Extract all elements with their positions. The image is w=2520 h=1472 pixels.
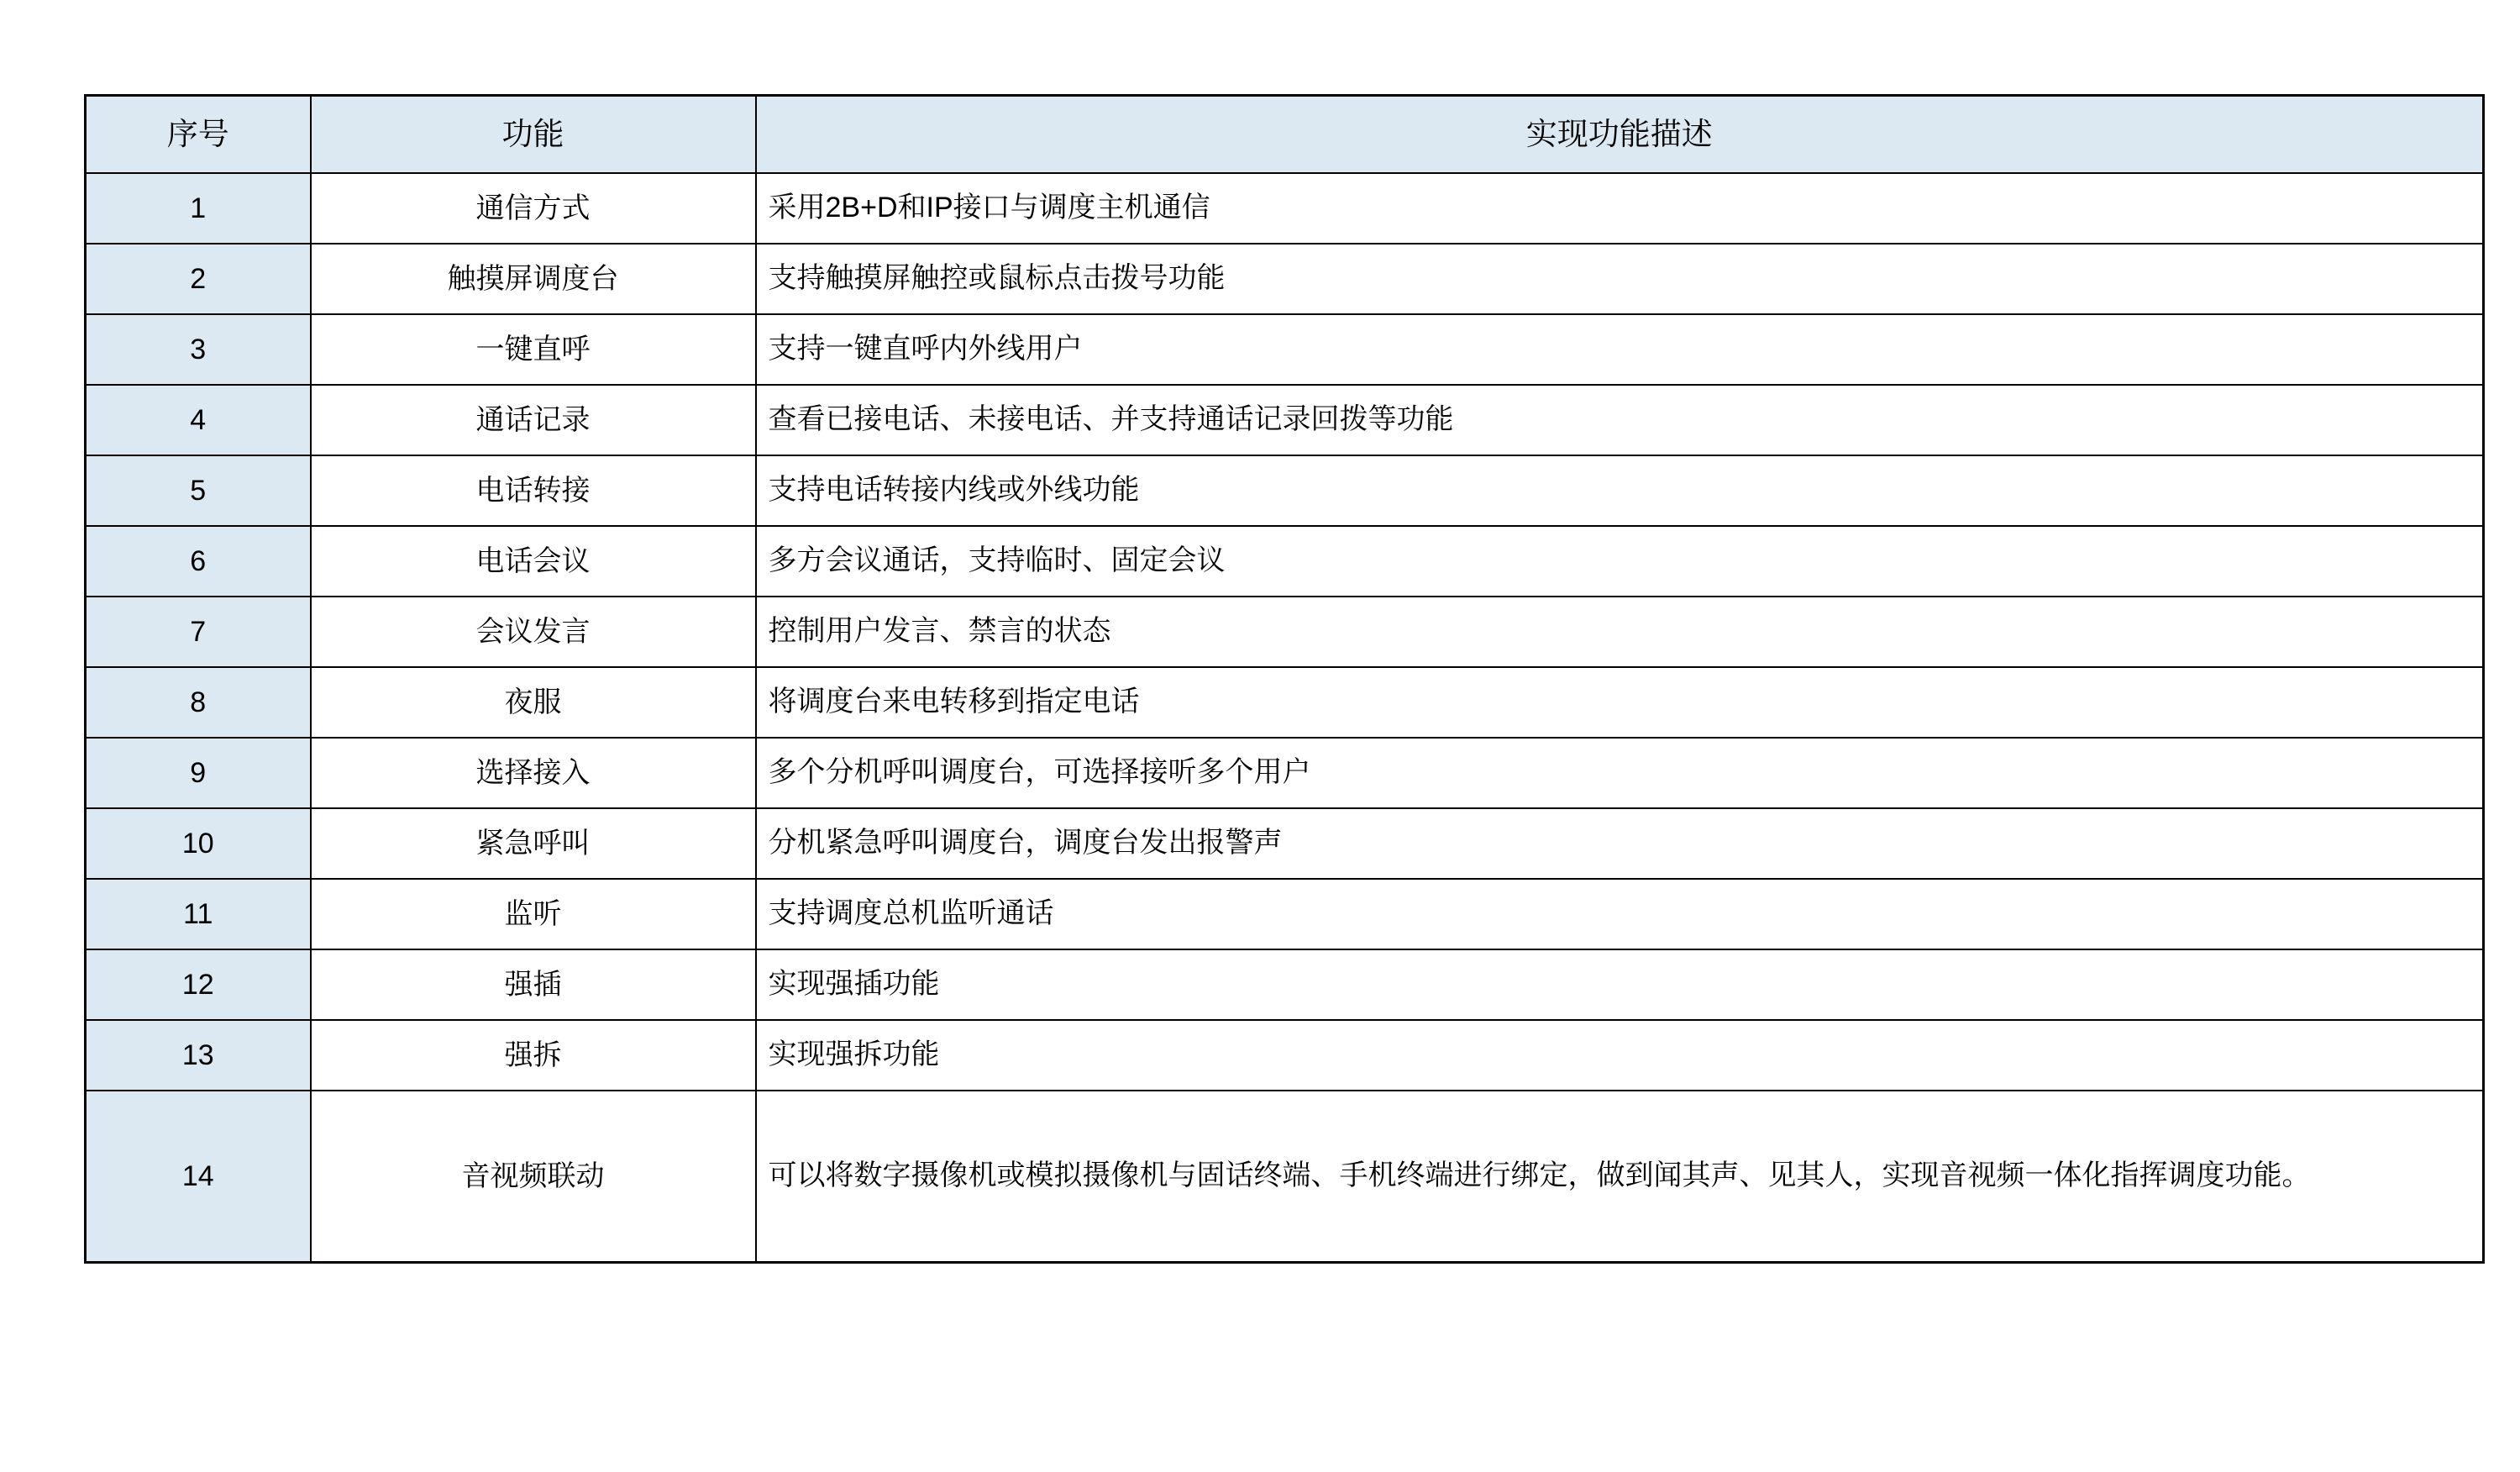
table-header (86, 96, 2484, 174)
table-row (86, 314, 2484, 385)
row-description: 实现强拆功能 (756, 1020, 2484, 1091)
table-row (86, 879, 2484, 949)
row-function: 一键直呼 (311, 314, 756, 385)
row-function: 强插 (311, 949, 756, 1020)
table-row (86, 385, 2484, 455)
row-function: 夜服 (311, 667, 756, 738)
row-index: 5 (86, 455, 311, 526)
row-function: 通话记录 (311, 385, 756, 455)
row-description: 支持触摸屏触控或鼠标点击拨号功能 (756, 244, 2484, 314)
table-row (86, 597, 2484, 667)
table-body (86, 173, 2484, 1263)
table-row (86, 1020, 2484, 1091)
table-row (86, 738, 2484, 808)
row-index: 10 (86, 808, 311, 879)
row-description: 多方会议通话，支持临时、固定会议 (756, 526, 2484, 597)
row-index: 7 (86, 597, 311, 667)
row-function: 会议发言 (311, 597, 756, 667)
row-index: 1 (86, 173, 311, 244)
table-row (86, 808, 2484, 879)
row-description: 支持电话转接内线或外线功能 (756, 455, 2484, 526)
row-index: 6 (86, 526, 311, 597)
table-header-row (86, 96, 2484, 174)
row-index: 4 (86, 385, 311, 455)
row-function: 触摸屏调度台 (311, 244, 756, 314)
row-description: 支持一键直呼内外线用户 (756, 314, 2484, 385)
row-index: 11 (86, 879, 311, 949)
column-header-no: 序号 (86, 96, 311, 174)
row-function: 电话会议 (311, 526, 756, 597)
table-row (86, 244, 2484, 314)
table-row (86, 949, 2484, 1020)
row-function: 通信方式 (311, 173, 756, 244)
table-row (86, 455, 2484, 526)
row-description: 分机紧急呼叫调度台，调度台发出报警声 (756, 808, 2484, 879)
row-index: 12 (86, 949, 311, 1020)
row-function: 强拆 (311, 1020, 756, 1091)
row-function: 选择接入 (311, 738, 756, 808)
row-description: 支持调度总机监听通话 (756, 879, 2484, 949)
row-function: 监听 (311, 879, 756, 949)
table-row (86, 667, 2484, 738)
spec-table-container (84, 94, 2482, 1264)
row-description: 采用2B+D和IP接口与调度主机通信 (756, 173, 2484, 244)
column-header-function: 功能 (311, 96, 756, 174)
row-description: 多个分机呼叫调度台，可选择接听多个用户 (756, 738, 2484, 808)
row-description: 控制用户发言、禁言的状态 (756, 597, 2484, 667)
row-index: 13 (86, 1020, 311, 1091)
row-index: 2 (86, 244, 311, 314)
row-function: 电话转接 (311, 455, 756, 526)
row-index: 14 (86, 1091, 311, 1263)
table-row (86, 526, 2484, 597)
row-description: 将调度台来电转移到指定电话 (756, 667, 2484, 738)
column-header-description: 实现功能描述 (756, 96, 2484, 174)
row-index: 3 (86, 314, 311, 385)
row-description: 查看已接电话、未接电话、并支持通话记录回拨等功能 (756, 385, 2484, 455)
row-function: 音视频联动 (311, 1091, 756, 1263)
row-index: 8 (86, 667, 311, 738)
table-row (86, 173, 2484, 244)
function-spec-table (84, 94, 2485, 1264)
row-function: 紧急呼叫 (311, 808, 756, 879)
row-description: 可以将数字摄像机或模拟摄像机与固话终端、手机终端进行绑定，做到闻其声、见其人，实现音视频一体化指挥调度功能。 (756, 1091, 2484, 1263)
row-index: 9 (86, 738, 311, 808)
table-row (86, 1091, 2484, 1263)
row-description: 实现强插功能 (756, 949, 2484, 1020)
